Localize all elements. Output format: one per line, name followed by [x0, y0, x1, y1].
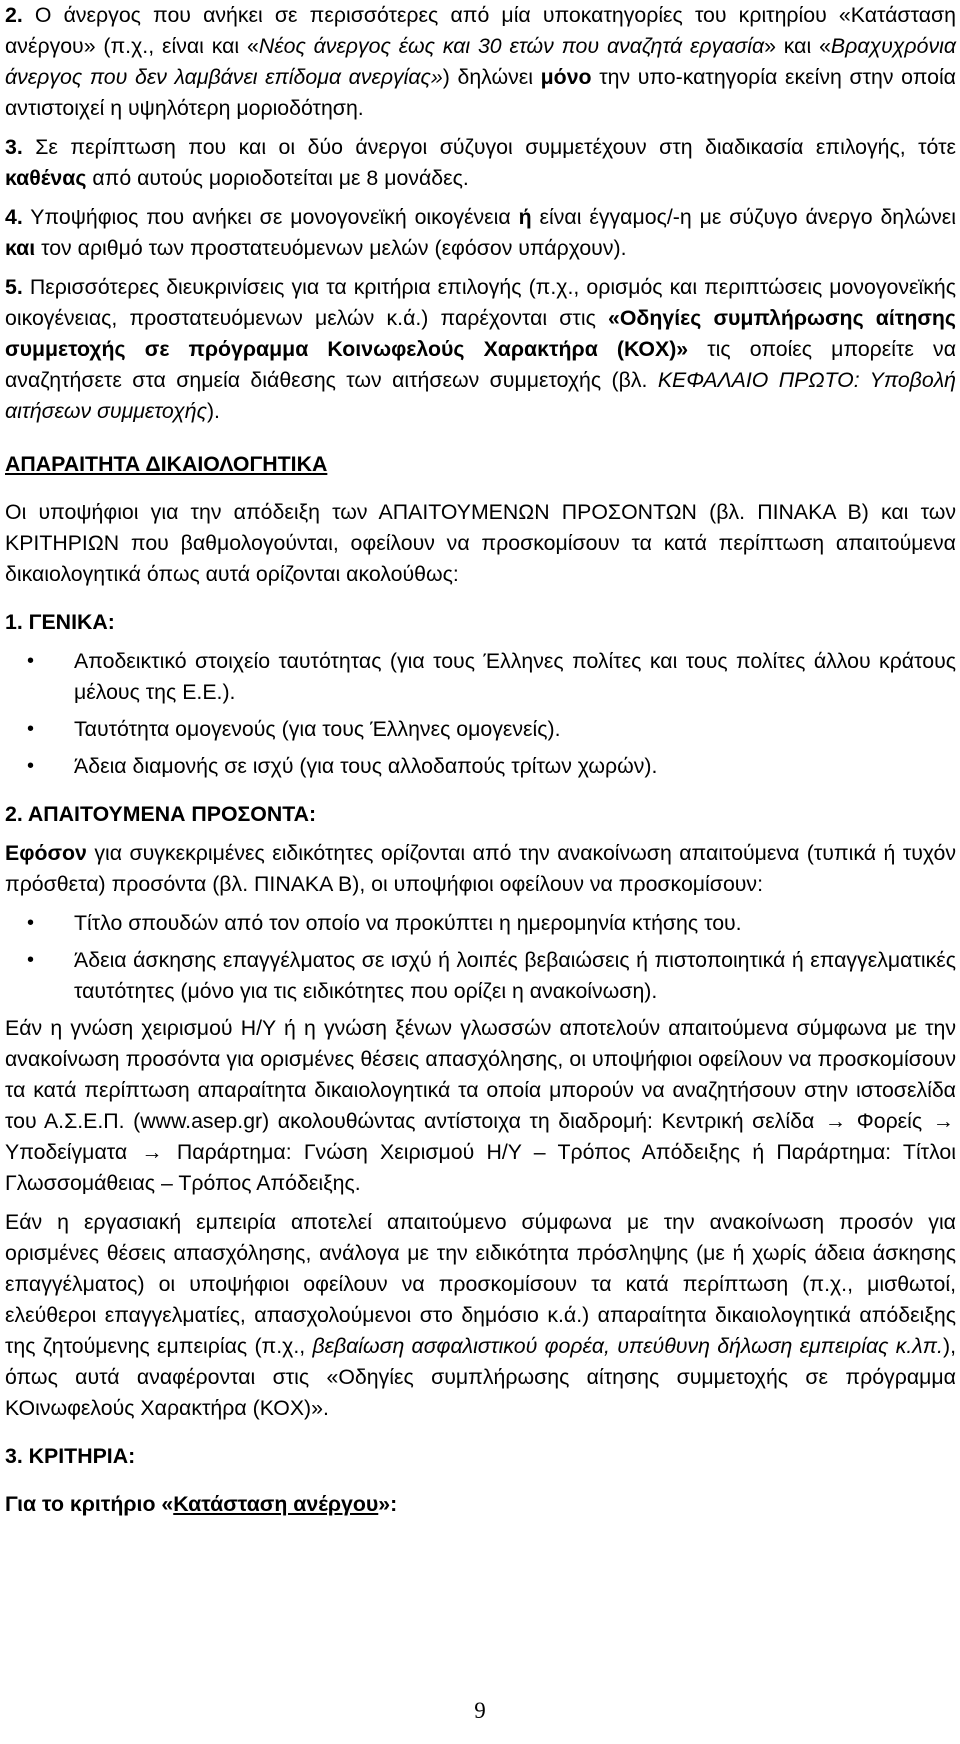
text: Εάν η γνώση χειρισμού Η/Υ ή η γνώση ξένων γλωσσών αποτελούν απαιτούμενα σύμφωνα με την ανακοίνωση προσόντα για ορισμένες θέσεις απασχόλησης, οι υποψήφιοι οφείλουν να προσκομίσουν τα κατά περίπτωση απαραίτητα δικαιολογητικά τα οποία μπορούν να αναζητήσουν στην ιστοσελίδα του Α.Σ.Ε.Π. (www.asep.gr) ακολουθώντας αντίστοιχα τη διαδρομή: Κεντρική σελίδα [5, 1016, 956, 1133]
heading-text: ΑΠΑΡΑΙΤΗΤΑ ΔΙΚΑΙΟΛΟΓΗΤΙΚΑ [5, 452, 328, 476]
page-number: 9 [474, 1698, 486, 1723]
text: Φορείς [856, 1109, 923, 1133]
text: Σε περίπτωση που και οι δύο άνεργοι σύζυγοι συμμετέχουν στη διαδικασία επιλογής, τότε [22, 135, 956, 159]
arrow-right-icon: → [824, 1109, 847, 1133]
section-1-title [5, 607, 956, 638]
italic-text: βεβαίωση ασφαλιστικού φορέα, υπεύθυνη δήλωση εμπειρίας κ.λπ. [312, 1334, 943, 1358]
text: »: [378, 1492, 398, 1516]
italic-text: ΚΕΦΑΛΑΙΟ ΠΡΩΤΟ: Υποβολή αιτήσεων συμμετοχής [5, 368, 956, 423]
section-1-list [5, 646, 956, 782]
bold-text: ή [518, 205, 532, 229]
bold-text: 1. ΓΕΝΙΚΑ: [5, 610, 115, 634]
italic-text: Βραχυχρόνια άνεργος που δεν λαμβάνει επίδομα ανεργίας» [5, 34, 956, 89]
list-item: • Άδεια άσκησης επαγγέλματος σε ισχύ ή λοιπές βεβαιώσεις ή πιστοποιητικά ή επαγγελματικές ταυτότητες (μόνο για τις ειδικότητες που ορίζει η ανακοίνωση). [5, 945, 956, 1007]
text: για συγκεκριμένες ειδικότητες ορίζονται από την ανακοίνωση απαιτούμενα (τυπικά ή τυχόν πρόσθετα) προσόντα (βλ. ΠΙΝΑΚΑ Β), οι υποψήφιοι οφείλουν να προσκομίσουν: [5, 841, 956, 896]
underlined-text: Κατάσταση ανέργου [173, 1492, 379, 1516]
arrow-right-icon: → [932, 1109, 955, 1133]
bold-text: καθένας [5, 166, 87, 190]
text: Υποδείγματα [5, 1140, 128, 1164]
text: Εάν η εργασιακή εμπειρία αποτελεί απαιτούμενο σύμφωνα με την ανακοίνωση προσόν για ορισμένες θέσεις απασχόλησης, ανάλογα με την ειδικότητα πρόσληψης (με ή χωρίς άδεια άσκησης επαγγέλματος) οι υποψήφιοι οφείλουν να προσκομίσουν τα κατά περίπτωση (π.χ., μισθωτοί, ελεύθεροι επαγγελματίες, απασχολούμενοι στο δημόσιο κ.ά.) απαραίτητα δικαιολογητικά απόδειξης της ζητούμενης εμπειρίας (π.χ., [5, 1210, 956, 1358]
paragraph-item-2 [5, 0, 956, 124]
bold-text: Εφόσον [5, 841, 87, 865]
section-3-title [5, 1441, 956, 1472]
text: τον αριθμό των προστατευόμενων μελών (εφόσον υπάρχουν). [35, 236, 627, 260]
section-3-subtitle [5, 1489, 956, 1520]
bold-text [5, 1492, 397, 1516]
text: Ο άνεργος που ανήκει σε περισσότερες από μία υποκατηγορίες του κριτηρίου «Κατάσταση ανέργου» (π.χ. [5, 3, 956, 58]
text: την υπο-κατηγορία εκείνη στην οποία αντιστοιχεί η υψηλότερη μοριοδότηση. [5, 65, 956, 120]
document-page [5, 0, 956, 1520]
text: τις οποίες μπορείτε να αναζητήσετε στα σημεία διάθεσης των αιτήσεων συμμετοχής (βλ. [5, 337, 957, 392]
bold-text: 3. ΚΡΙΤΗΡΙΑ: [5, 1444, 136, 1468]
intro-paragraph: Οι υποψήφιοι για την απόδειξη των ΑΠΑΙΤΟΥΜΕΝΩΝ ΠΡΟΣΟΝΤΩΝ (βλ. ΠΙΝΑΚΑ Β) και των ΚΡΙΤΗΡΙΩΝ που βαθμολογούνται, οφείλουν να προσκομίσουν τα κατά περίπτωση απαιτούμενα δικαιολογητικά όπως αυτά ορίζονται ακολούθως: [5, 500, 956, 586]
text: είναι έγγαμος/-η με σύζυγο άνεργο δηλώνει [531, 205, 956, 229]
text: Παράρτημα: Γνώση Χειρισμού Η/Υ – Τρόπος Απόδειξης ή Παράρτημα: Τίτλοι Γλωσσομάθειας – Τρόπος Απόδειξης. [5, 1140, 956, 1195]
item-number: 5. [5, 275, 23, 299]
text: ) δηλώνει [442, 65, 541, 89]
section-2-paragraph-3 [5, 1207, 956, 1424]
paragraph-item-5 [5, 272, 956, 427]
text: από αυτούς μοριοδοτείται με 8 μονάδες. [86, 166, 469, 190]
bold-text: «Οδηγίες συμπλήρωσης αίτησης συμμετοχής σε πρόγραμμα Κοινωφελούς Χαρακτήρα (ΚΟΧ)» [5, 306, 956, 361]
item-number: 2. [5, 3, 23, 27]
list-item: • Άδεια διαμονής σε ισχύ (για τους αλλοδαπούς τρίτων χωρών). [5, 751, 956, 782]
arrow-right-icon: → [141, 1140, 163, 1164]
text: Για το κριτήριο « [5, 1492, 174, 1516]
text: Υποψήφιος που ανήκει σε μονογονεϊκή οικογένεια [22, 205, 519, 229]
item-number: 3. [5, 135, 23, 159]
section-2-paragraph-1 [5, 838, 956, 900]
paragraph-item-3 [5, 132, 956, 194]
bold-text: μόνο [540, 65, 592, 89]
list-item: • Τίτλο σπουδών από τον οποίο να προκύπτει η ημερομηνία κτήσης του. [5, 908, 956, 939]
bold-text: και [5, 236, 36, 260]
section-heading [5, 449, 956, 480]
text: Περισσότερες διευκρινίσεις για τα κριτήρια επιλογής (π.χ., ορισμός και περιπτώσεις μονογονεϊκής οικογένειας, προστατευόμενων μελών κ.ά.) παρέχονται στις [5, 275, 956, 330]
item-number: 4. [5, 205, 23, 229]
text: , είναι και « [148, 34, 259, 58]
bold-text: 2. ΑΠΑΙΤΟΥΜΕΝΑ ΠΡΟΣΟΝΤΑ: [5, 802, 317, 826]
text: ). [206, 399, 220, 423]
list-item: • Ταυτότητα ομογενούς (για τους Έλληνες ομογενείς). [5, 714, 956, 745]
text: ), όπως αυτά αναφέρονται στις «Οδηγίες συμπλήρωσης αίτησης συμμετοχής σε πρόγραμμα ΚΟινωφελούς Χαρακτήρα (ΚΟΧ)». [5, 1334, 956, 1420]
section-2-list [5, 908, 956, 1007]
paragraph-item-4 [5, 202, 956, 264]
text: » και « [764, 34, 831, 58]
list-item: • Αποδεικτικό στοιχείο ταυτότητας (για τους Έλληνες πολίτες και τους πολίτες άλλου κράτους μέλους της Ε.Ε.). [5, 646, 956, 708]
section-2-title [5, 799, 956, 830]
italic-text: Νέος άνεργος έως και 30 ετών που αναζητά εργασία [258, 34, 765, 58]
section-2-paragraph-2 [5, 1013, 956, 1199]
